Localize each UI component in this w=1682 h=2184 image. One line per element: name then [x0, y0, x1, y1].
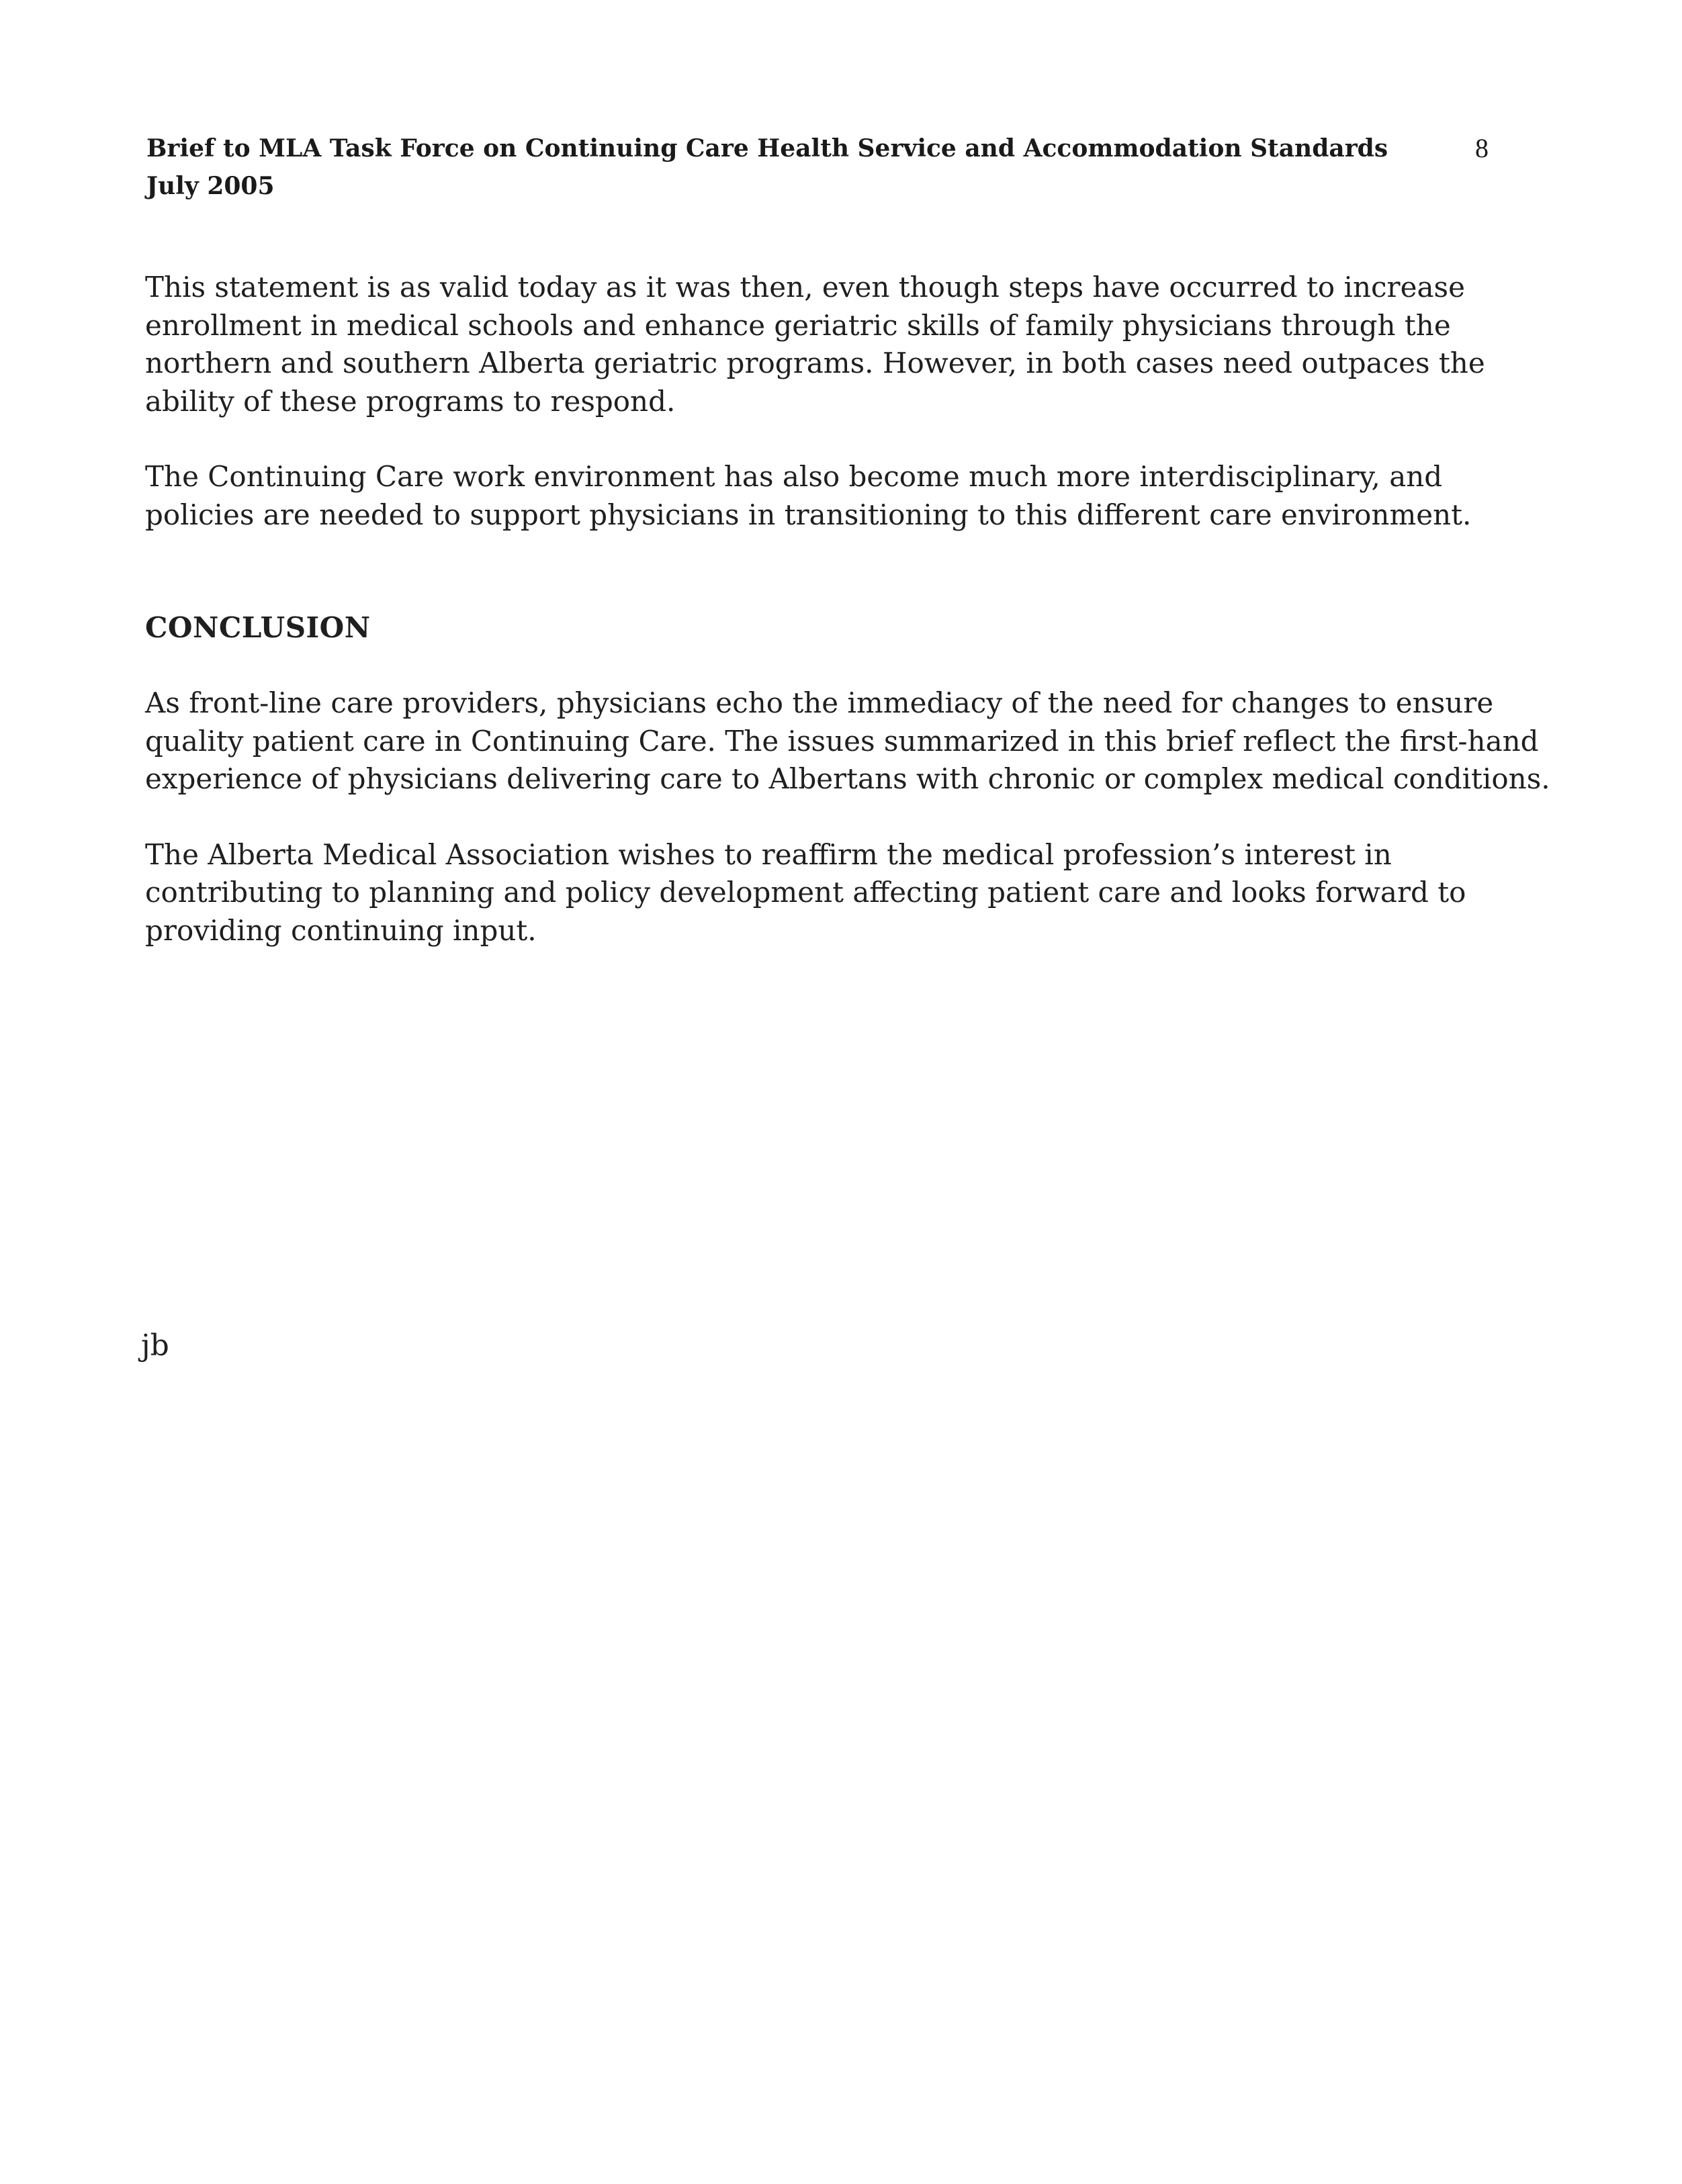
paragraph-line: ability of these programs to respond. [145, 384, 676, 418]
paragraph-line: contributing to planning and policy development affecting patient care and looks forward to [145, 876, 1466, 909]
paragraph-line: As front-line care providers, physicians echo the immediacy of the need for changes to ensure [145, 686, 1494, 719]
paragraph-line: policies are needed to support physicians in transitioning to this different care environment. [145, 498, 1472, 531]
paragraph-ama-reaffirm [145, 836, 1489, 950]
page-header [146, 130, 1389, 205]
paragraph-work-environment [145, 458, 1489, 534]
paragraph-line: This statement is as valid today as it was then, even though steps have occurred to increase [145, 271, 1465, 304]
document-body [145, 269, 1550, 987]
header-title: Brief to MLA Task Force on Continuing Care Health Service and Accommodation Standards [146, 134, 1388, 163]
paragraph-line: experience of physicians delivering care to Albertans with chronic or complex medical conditions. [145, 762, 1550, 795]
paragraph-line: providing continuing input. [145, 913, 537, 947]
author-initials: jb [141, 1328, 169, 1363]
header-date: July 2005 [146, 172, 275, 200]
paragraph-line: quality patient care in Continuing Care. The issues summarized in this brief reflect the first-hand [145, 724, 1539, 758]
section-heading-conclusion: CONCLUSION [145, 611, 371, 644]
paragraph-statement-validity [145, 269, 1489, 420]
page-number: 8 [1475, 133, 1489, 163]
paragraph-line: The Alberta Medical Association wishes to reaffirm the medical profession’s interest in [145, 837, 1392, 871]
paragraph-line: northern and southern Alberta geriatric programs. However, in both cases need outpaces the [145, 347, 1485, 379]
paragraph-front-line-care [145, 684, 1550, 799]
paragraph-line: The Continuing Care work environment has also become much more interdisciplinary, and [145, 460, 1443, 493]
paragraph-line: enrollment in medical schools and enhance geriatric skills of family physicians through the [145, 308, 1451, 342]
